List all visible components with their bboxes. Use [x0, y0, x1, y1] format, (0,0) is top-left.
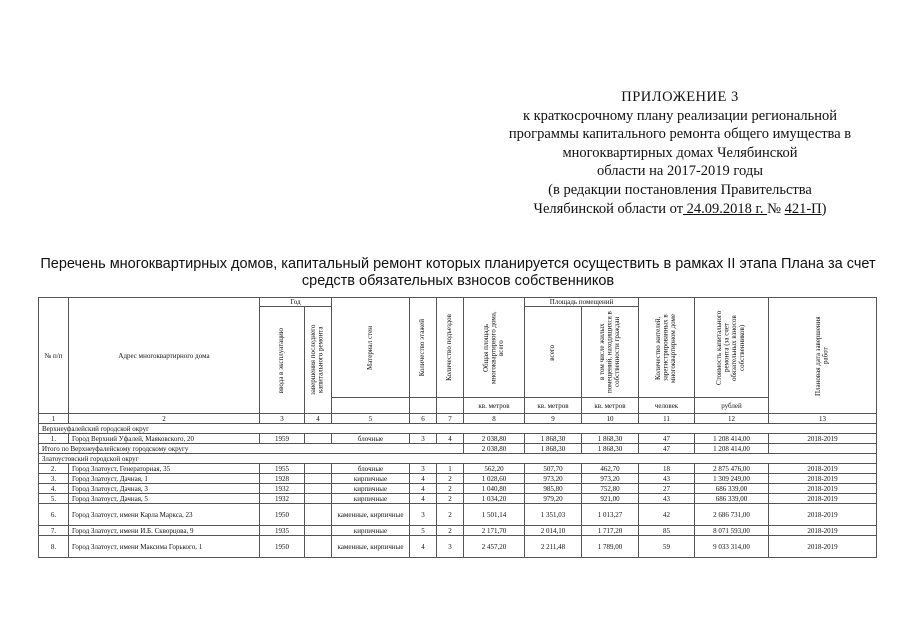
- header-total-area-text: Общая площадь многоквартирного дома, всего: [481, 311, 505, 385]
- units-cost: рублей: [695, 398, 769, 414]
- column-number-row: [39, 414, 877, 424]
- header-planned-date: [769, 298, 877, 414]
- appendix-line: области на 2017-2019 годы: [597, 163, 763, 180]
- units-premises-all: кв. метров: [525, 398, 582, 414]
- column-number: 8: [464, 414, 525, 424]
- total-cost: 1 208 414,00: [695, 444, 769, 454]
- cell-year-commission: 1955: [260, 464, 305, 474]
- buildings-table: [38, 297, 877, 558]
- header-wall-material: [332, 298, 410, 398]
- cell-material: каменные, кирпичные: [332, 504, 410, 526]
- cell-floors: 5: [410, 526, 437, 536]
- cell-cost: 686 339,00: [695, 484, 769, 494]
- cell-date: 2018-2019: [769, 464, 877, 474]
- cell-material: блочные: [332, 434, 410, 444]
- cell-date: 2018-2019: [769, 536, 877, 558]
- cell-residents: 42: [639, 504, 695, 526]
- cell-entrances: 4: [437, 434, 464, 444]
- cell-cost: 686 339,00: [695, 494, 769, 504]
- list-title: [40, 256, 876, 290]
- table-row: [39, 494, 877, 504]
- cell-num: 5.: [39, 494, 69, 504]
- cell-year-commission: 1950: [260, 504, 305, 526]
- cell-premises-private: 752,80: [582, 484, 639, 494]
- cell-premises-private: 973,20: [582, 474, 639, 484]
- cell-cost: 1 208 414,00: [695, 434, 769, 444]
- cell-material: кирпичные: [332, 526, 410, 536]
- cell-num: 3.: [39, 474, 69, 484]
- table-row: [39, 474, 877, 484]
- cell-premises-all: 1 351,03: [525, 504, 582, 526]
- list-title-line: Перечень многоквартирных домов, капитальный ремонт которых планируется осуществить в рамках II этапа Плана за счет: [40, 256, 876, 272]
- cell-premises-all: 1 868,30: [525, 434, 582, 444]
- table-row: [39, 504, 877, 526]
- cell-date: 2018-2019: [769, 526, 877, 536]
- cell-year-last-repair: [305, 526, 332, 536]
- column-number: 10: [582, 414, 639, 424]
- total-premises-private: 1 868,30: [582, 444, 639, 454]
- resolution-suffix: ): [821, 200, 827, 217]
- cell-address: Город Златоуст, Дачная, 1: [69, 474, 260, 484]
- total-date: [769, 444, 877, 454]
- total-residents: 47: [639, 444, 695, 454]
- cell-cost: 8 071 593,00: [695, 526, 769, 536]
- total-premises-all: 1 868,30: [525, 444, 582, 454]
- cell-total-area: 1 040,80: [464, 484, 525, 494]
- section-name: Верхнеуфалейский городской округ: [39, 424, 877, 434]
- cell-material: кирпичные: [332, 474, 410, 484]
- resolution-number-sign: №: [767, 200, 785, 217]
- cell-floors: 4: [410, 484, 437, 494]
- total-total-area: 2 038,80: [464, 444, 525, 454]
- cell-year-last-repair: [305, 434, 332, 444]
- units-entrances: [437, 398, 464, 414]
- column-number: 11: [639, 414, 695, 424]
- header-year-commission: [260, 307, 305, 414]
- cell-address: Город Златоуст, Дачная, 5: [69, 494, 260, 504]
- units-residents: человек: [639, 398, 695, 414]
- cell-year-commission: 1959: [260, 434, 305, 444]
- cell-premises-private: 1 789,00: [582, 536, 639, 558]
- cell-num: 6.: [39, 504, 69, 526]
- cell-date: 2018-2019: [769, 494, 877, 504]
- cell-total-area: 2 038,80: [464, 434, 525, 444]
- header-address: Адрес многоквартирного дома: [69, 298, 260, 414]
- cell-premises-all: 2 014,10: [525, 526, 582, 536]
- table-row: [39, 536, 877, 558]
- cell-year-last-repair: [305, 504, 332, 526]
- header-year-group: Год: [260, 298, 332, 307]
- cell-year-commission: 1935: [260, 526, 305, 536]
- cell-cost: 9 033 314,00: [695, 536, 769, 558]
- appendix-line-resolution: [470, 200, 890, 219]
- cell-entrances: 1: [437, 464, 464, 474]
- cell-premises-private: 1 717,20: [582, 526, 639, 536]
- cell-address: Город Златоуст, имени Карла Маркса, 23: [69, 504, 260, 526]
- cell-entrances: 2: [437, 474, 464, 484]
- header-cost-text: Стоимость капитального ремонта (за счет обязательных взносов собственников): [715, 310, 747, 385]
- cell-year-commission: 1932: [260, 484, 305, 494]
- cell-residents: 43: [639, 474, 695, 484]
- cell-entrances: 2: [437, 494, 464, 504]
- table-row: [39, 464, 877, 474]
- cell-material: кирпичные: [332, 484, 410, 494]
- cell-address: Город Златоуст, имени И.Б. Скворцова, 9: [69, 526, 260, 536]
- total-row: [39, 444, 877, 454]
- section-name: Златоустовский городской округ: [39, 454, 877, 464]
- column-number: 2: [69, 414, 260, 424]
- column-number: 13: [769, 414, 877, 424]
- header-num: № п/п: [39, 298, 69, 414]
- table-row: [39, 526, 877, 536]
- cell-year-last-repair: [305, 474, 332, 484]
- total-label: Итого по Верхнеуфалейскому городскому округу: [39, 444, 464, 454]
- resolution-prefix: Челябинской области от: [533, 200, 684, 217]
- header-wall-material-text: Материал стен: [365, 325, 374, 370]
- cell-num: 2.: [39, 464, 69, 474]
- cell-cost: 2 686 731,00: [695, 504, 769, 526]
- section-row: [39, 424, 877, 434]
- header-premises-group: Площадь помещений: [525, 298, 639, 307]
- units-floors: [410, 398, 437, 414]
- cell-premises-all: 979,20: [525, 494, 582, 504]
- cell-year-last-repair: [305, 484, 332, 494]
- cell-residents: 18: [639, 464, 695, 474]
- cell-date: 2018-2019: [769, 474, 877, 484]
- list-title-line: средств обязательных взносов собственников: [301, 273, 615, 289]
- cell-entrances: 2: [437, 484, 464, 494]
- column-number: 5: [332, 414, 410, 424]
- cell-premises-private: 1 868,30: [582, 434, 639, 444]
- cell-year-commission: 1928: [260, 474, 305, 484]
- header-year-last-repair-text: завершения последнего капитального ремонта: [309, 325, 325, 396]
- cell-floors: 4: [410, 474, 437, 484]
- cell-premises-private: 462,70: [582, 464, 639, 474]
- cell-premises-all: 973,20: [525, 474, 582, 484]
- cell-residents: 43: [639, 494, 695, 504]
- header-premises-private: [582, 307, 639, 398]
- column-number: 6: [410, 414, 437, 424]
- cell-floors: 3: [410, 464, 437, 474]
- cell-num: 4.: [39, 484, 69, 494]
- cell-total-area: 2 457,20: [464, 536, 525, 558]
- cell-total-area: 1 028,60: [464, 474, 525, 484]
- cell-floors: 3: [410, 434, 437, 444]
- header-planned-date-text: Плановая дата завершения работ: [813, 315, 830, 396]
- cell-premises-all: 985,80: [525, 484, 582, 494]
- cell-floors: 3: [410, 504, 437, 526]
- cell-date: 2018-2019: [769, 434, 877, 444]
- cell-date: 2018-2019: [769, 504, 877, 526]
- cell-address: Город Верхний Уфалей, Маяковского, 20: [69, 434, 260, 444]
- units-total-area: кв. метров: [464, 398, 525, 414]
- resolution-number: 421-П: [784, 200, 822, 217]
- header-residents-text: Количество жителей, зарегистрированных в многоквартирном доме: [654, 313, 678, 383]
- header-cost: [695, 298, 769, 398]
- table-body: [39, 298, 877, 558]
- column-number: 3: [260, 414, 305, 424]
- header-entrances-text: Количество подъездов: [445, 314, 454, 382]
- resolution-date: 24.09.2018 г.: [683, 200, 768, 217]
- cell-num: 1.: [39, 434, 69, 444]
- column-number: 7: [437, 414, 464, 424]
- cell-residents: 27: [639, 484, 695, 494]
- appendix-line: к краткосрочному плану реализации региональной: [522, 107, 838, 124]
- cell-entrances: 2: [437, 526, 464, 536]
- appendix-line: программы капитального ремонта общего имущества в: [508, 126, 852, 143]
- header-row-groups: [39, 298, 877, 307]
- table-row: [39, 434, 877, 444]
- header-floors: [410, 298, 437, 398]
- cell-address: Город Златоуст, Генераторная, 35: [69, 464, 260, 474]
- cell-year-commission: 1950: [260, 536, 305, 558]
- column-number: 12: [695, 414, 769, 424]
- header-floors-text: Количество этажей: [418, 319, 427, 377]
- cell-material: блочные: [332, 464, 410, 474]
- header-entrances: [437, 298, 464, 398]
- header-residents: [639, 298, 695, 398]
- appendix-heading: ПРИЛОЖЕНИЕ 3: [621, 89, 739, 105]
- cell-total-area: 562,20: [464, 464, 525, 474]
- cell-total-area: 1 501,14: [464, 504, 525, 526]
- column-number: 1: [39, 414, 69, 424]
- cell-premises-all: 2 211,48: [525, 536, 582, 558]
- units-premises-private: кв. метров: [582, 398, 639, 414]
- cell-floors: 4: [410, 494, 437, 504]
- cell-premises-private: 921,00: [582, 494, 639, 504]
- units-wall-material: [332, 398, 410, 414]
- cell-floors: 4: [410, 536, 437, 558]
- cell-material: каменные, кирпичные: [332, 536, 410, 558]
- header-premises-private-text: в том числе жилых помещений, находящихся в собственности граждан: [597, 311, 621, 394]
- header-premises-all-text: всего: [548, 344, 557, 361]
- appendix-line: (в редакции постановления Правительства: [548, 181, 812, 198]
- cell-year-last-repair: [305, 536, 332, 558]
- header-premises-all: [525, 307, 582, 398]
- section-row: [39, 454, 877, 464]
- cell-address: Город Златоуст, имени Максима Горького, 1: [69, 536, 260, 558]
- column-number: 4: [305, 414, 332, 424]
- cell-premises-private: 1 013,27: [582, 504, 639, 526]
- cell-total-area: 1 034,20: [464, 494, 525, 504]
- cell-cost: 2 875 476,00: [695, 464, 769, 474]
- cell-year-commission: 1932: [260, 494, 305, 504]
- cell-num: 7.: [39, 526, 69, 536]
- cell-entrances: 2: [437, 504, 464, 526]
- cell-residents: 47: [639, 434, 695, 444]
- cell-num: 8.: [39, 536, 69, 558]
- header-total-area: [464, 298, 525, 398]
- appendix-line: многоквартирных домах Челябинской: [562, 144, 798, 161]
- table-row: [39, 484, 877, 494]
- cell-material: кирпичные: [332, 494, 410, 504]
- appendix-block: [470, 88, 890, 218]
- cell-residents: 59: [639, 536, 695, 558]
- cell-year-last-repair: [305, 494, 332, 504]
- cell-residents: 85: [639, 526, 695, 536]
- cell-address: Город Златоуст, Дачная, 3: [69, 484, 260, 494]
- cell-cost: 1 309 249,00: [695, 474, 769, 484]
- header-year-last-repair: [305, 307, 332, 414]
- cell-premises-all: 507,70: [525, 464, 582, 474]
- header-year-commission-text: ввода в эксплуатацию: [277, 327, 286, 394]
- column-number: 9: [525, 414, 582, 424]
- cell-year-last-repair: [305, 464, 332, 474]
- cell-entrances: 3: [437, 536, 464, 558]
- cell-total-area: 2 171,70: [464, 526, 525, 536]
- cell-date: 2018-2019: [769, 484, 877, 494]
